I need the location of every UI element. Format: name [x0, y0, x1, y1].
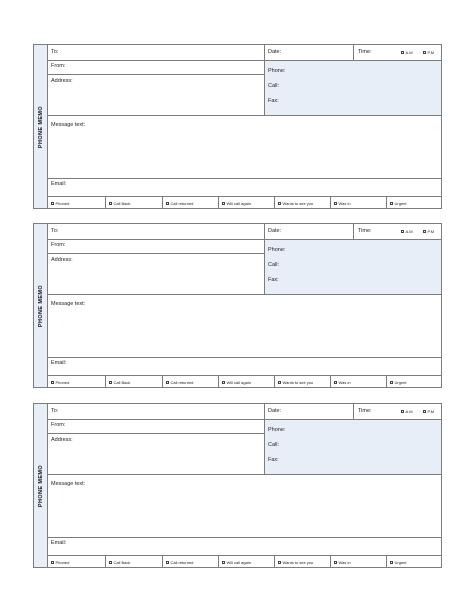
address-field[interactable]: Address: [51, 437, 73, 443]
pm-checkbox[interactable] [423, 51, 426, 54]
am-label: A.M [405, 50, 413, 55]
pm-option[interactable] [423, 230, 434, 234]
phone-memo [33, 44, 442, 209]
checkbox[interactable] [51, 561, 54, 564]
memo-side-strip [34, 45, 48, 208]
date-field[interactable]: Date: [268, 228, 282, 234]
option-wants-to-see-you[interactable] [275, 376, 330, 388]
option-will-call-again[interactable] [219, 556, 274, 568]
option-wants-to-see-you[interactable] [275, 197, 330, 209]
option-label: Will call again [226, 559, 251, 565]
memo-side-strip [34, 404, 48, 567]
checkbox[interactable] [51, 202, 54, 205]
to-field[interactable]: To: [51, 228, 59, 234]
option-label: Phoned [55, 559, 70, 565]
checkbox[interactable] [222, 561, 225, 564]
am-checkbox[interactable] [401, 410, 404, 413]
option-phoned[interactable] [48, 556, 105, 568]
checkbox[interactable] [278, 202, 281, 205]
checkbox[interactable] [109, 381, 112, 384]
option-will-call-again[interactable] [219, 197, 274, 209]
time-field[interactable]: Time: [358, 228, 372, 234]
option-phoned[interactable] [48, 376, 105, 388]
option-will-call-again[interactable] [219, 376, 274, 388]
memo-side-title: PHONE MEMO [37, 284, 44, 327]
pm-checkbox[interactable] [423, 410, 426, 413]
from-field[interactable]: From: [51, 63, 66, 69]
phone-memo [33, 403, 442, 568]
option-label: Wants to see you [282, 559, 314, 565]
option-label: Was in [338, 200, 351, 206]
address-field[interactable]: Address: [51, 257, 73, 263]
checkbox[interactable] [222, 381, 225, 384]
from-field[interactable]: From: [51, 422, 66, 428]
checkbox[interactable] [390, 561, 393, 564]
option-urgent[interactable] [387, 376, 441, 388]
option-label: Call returned [170, 200, 194, 206]
option-label: Urgent [394, 200, 407, 206]
am-checkbox[interactable] [401, 51, 404, 54]
option-label: Call returned [170, 559, 194, 565]
option-label: Call Back [113, 379, 131, 385]
contact-panel [264, 240, 441, 294]
option-label: Call Back [113, 559, 131, 565]
memo-side-strip [34, 224, 48, 387]
from-field[interactable]: From: [51, 242, 66, 248]
option-was-in[interactable] [331, 556, 386, 568]
option-urgent[interactable] [387, 556, 441, 568]
option-urgent[interactable] [387, 197, 441, 209]
checkbox[interactable] [390, 202, 393, 205]
checkbox[interactable] [109, 202, 112, 205]
am-label: A.M [405, 229, 413, 234]
checkbox[interactable] [278, 381, 281, 384]
checkbox[interactable] [390, 381, 393, 384]
phone-field[interactable]: Phone: [268, 427, 286, 433]
checkbox[interactable] [334, 381, 337, 384]
memo-side-title: PHONE MEMO [37, 464, 44, 507]
message-text-field[interactable]: Message text: [51, 481, 86, 487]
to-field[interactable]: To: [51, 49, 59, 55]
phone-memo [33, 223, 442, 388]
date-field[interactable]: Date: [268, 408, 282, 414]
am-checkbox[interactable] [401, 230, 404, 233]
option-call-back[interactable] [106, 197, 162, 209]
checkbox[interactable] [334, 561, 337, 564]
email-field[interactable]: Email: [51, 540, 67, 546]
am-label: A.M [405, 409, 413, 414]
call-field[interactable]: Call: [268, 442, 280, 448]
option-label: Was in [338, 379, 351, 385]
contact-panel [264, 61, 441, 115]
checkbox[interactable] [51, 381, 54, 384]
pm-checkbox[interactable] [423, 230, 426, 233]
option-label: Phoned [55, 200, 70, 206]
checkbox[interactable] [278, 561, 281, 564]
option-label: Urgent [394, 559, 407, 565]
email-field[interactable]: Email: [51, 181, 67, 187]
option-call-returned[interactable] [163, 376, 218, 388]
option-label: Phoned [55, 379, 70, 385]
pm-option[interactable] [423, 410, 434, 414]
checkbox[interactable] [334, 202, 337, 205]
option-label: Will call again [226, 200, 251, 206]
address-field[interactable]: Address: [51, 78, 73, 84]
option-label: Wants to see you [282, 379, 314, 385]
option-was-in[interactable] [331, 376, 386, 388]
checkbox[interactable] [166, 381, 169, 384]
time-field[interactable]: Time: [358, 408, 372, 414]
pm-label: P.M [427, 229, 435, 234]
time-field[interactable]: Time: [358, 49, 372, 55]
fax-field[interactable]: Fax: [268, 457, 279, 463]
pm-label: P.M [427, 409, 435, 414]
checkbox[interactable] [222, 202, 225, 205]
option-label: Was in [338, 559, 351, 565]
phone-field[interactable]: Phone: [268, 247, 286, 253]
to-field[interactable]: To: [51, 408, 59, 414]
call-field[interactable]: Call: [268, 83, 280, 89]
contact-panel [264, 420, 441, 474]
message-text-field[interactable]: Message text: [51, 301, 86, 307]
option-call-returned[interactable] [163, 197, 218, 209]
option-phoned[interactable] [48, 197, 105, 209]
pm-option[interactable] [423, 51, 434, 55]
fax-field[interactable]: Fax: [268, 98, 279, 104]
option-label: Urgent [394, 379, 407, 385]
option-call-back[interactable] [106, 376, 162, 388]
option-label: Call returned [170, 379, 194, 385]
option-label: Call Back [113, 200, 131, 206]
message-text-field[interactable]: Message text: [51, 122, 86, 128]
option-was-in[interactable] [331, 197, 386, 209]
checkbox[interactable] [166, 202, 169, 205]
am-option[interactable] [401, 410, 413, 414]
checkbox[interactable] [109, 561, 112, 564]
option-label: Wants to see you [282, 200, 314, 206]
option-call-back[interactable] [106, 556, 162, 568]
memo-side-title: PHONE MEMO [37, 105, 44, 148]
am-option[interactable] [401, 51, 413, 55]
date-field[interactable]: Date: [268, 49, 282, 55]
email-field[interactable]: Email: [51, 360, 67, 366]
pm-label: P.M [427, 50, 435, 55]
option-call-returned[interactable] [163, 556, 218, 568]
fax-field[interactable]: Fax: [268, 277, 279, 283]
checkbox[interactable] [166, 561, 169, 564]
am-option[interactable] [401, 230, 413, 234]
option-label: Will call again [226, 379, 251, 385]
phone-field[interactable]: Phone: [268, 68, 286, 74]
option-wants-to-see-you[interactable] [275, 556, 330, 568]
call-field[interactable]: Call: [268, 262, 280, 268]
